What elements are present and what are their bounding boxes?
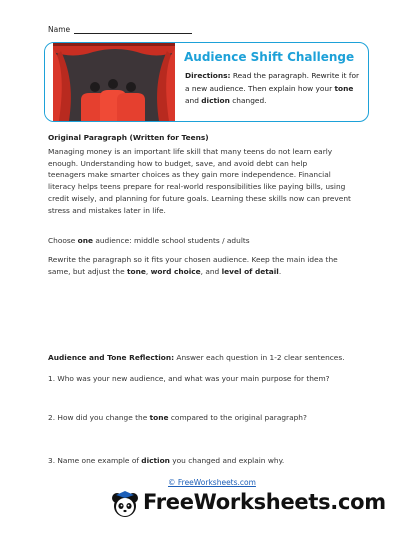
directions-diction: diction xyxy=(201,96,230,105)
paragraph-line: credit wisely, and planning for future goals. Learning these skills now can prevent xyxy=(48,193,351,203)
question-3 xyxy=(48,455,284,467)
rewrite-instruction xyxy=(48,254,378,277)
paragraph-line: literacy helps teens prepare for real-world responsibilities like paying bills, using xyxy=(48,182,346,192)
rewrite-and: , and xyxy=(200,266,222,276)
directions-end: changed. xyxy=(229,96,267,105)
footer-logo xyxy=(110,490,386,520)
theater-stage-illustration xyxy=(45,43,175,121)
reflection-heading: Audience and Tone Reflection: xyxy=(48,353,175,362)
name-label: Name xyxy=(48,25,71,34)
paragraph-line: enough. Understanding how to budget, save, and avoid debt can help xyxy=(48,158,308,168)
question-2 xyxy=(48,412,307,424)
question-2-pre: 2. How did you change the xyxy=(48,413,150,422)
question-3-post: you changed and explain why. xyxy=(169,456,285,465)
rewrite-pre: same, but adjust the xyxy=(48,266,127,276)
rewrite-end: . xyxy=(278,266,282,276)
question-2-bold: tone xyxy=(149,413,169,422)
directions-label: Directions: xyxy=(185,71,231,80)
paragraph-line: Managing money is an important life skill that many teens do not learn early xyxy=(48,147,333,156)
original-paragraph xyxy=(48,146,378,216)
rewrite-tone: tone xyxy=(126,266,146,276)
question-2-post: compared to the original paragraph? xyxy=(168,413,307,422)
original-heading: Original Paragraph (Written for Teens) xyxy=(48,133,209,142)
question-1: 1. Who was your new audience, and what was your main purpose for them? xyxy=(48,374,330,383)
paragraph-line: teenagers make smarter choices as they gain more independence. Financial xyxy=(48,170,331,180)
footer-link[interactable]: © FreeWorksheets.com xyxy=(168,478,256,487)
question-3-pre: 3. Name one example of xyxy=(48,456,142,465)
choose-one: one xyxy=(77,236,93,245)
reflection-instruction: Answer each question in 1-2 clear sentences. xyxy=(174,353,345,362)
directions xyxy=(185,70,365,108)
rewrite-comma: , xyxy=(145,266,151,276)
paragraph-line: stress and mistakes later in life. xyxy=(48,205,166,215)
directions-and: and xyxy=(185,96,202,105)
name-field[interactable] xyxy=(48,25,192,34)
choose-audience xyxy=(48,235,250,247)
reflection-header xyxy=(48,352,345,364)
choose-post: audience: middle school students / adults xyxy=(93,236,250,245)
worksheet-title: Audience Shift Challenge xyxy=(184,50,355,64)
name-line[interactable] xyxy=(74,25,192,34)
rewrite-detail: level of detail xyxy=(221,266,279,276)
directions-tone: tone xyxy=(334,83,354,93)
directions-text: Read the paragraph. Rewrite it for a new audience. Then explain how your xyxy=(185,71,360,93)
logo-text: FreeWorksheets.com xyxy=(143,490,386,514)
rewrite-line-2 xyxy=(48,266,378,278)
rewrite-line-1: Rewrite the paragraph so it fits your chosen audience. Keep the main idea the xyxy=(48,255,338,264)
question-3-bold: diction xyxy=(141,456,170,465)
panda-icon xyxy=(110,490,140,520)
choose-pre: Choose xyxy=(48,236,78,245)
rewrite-word-choice: word choice xyxy=(150,266,201,276)
